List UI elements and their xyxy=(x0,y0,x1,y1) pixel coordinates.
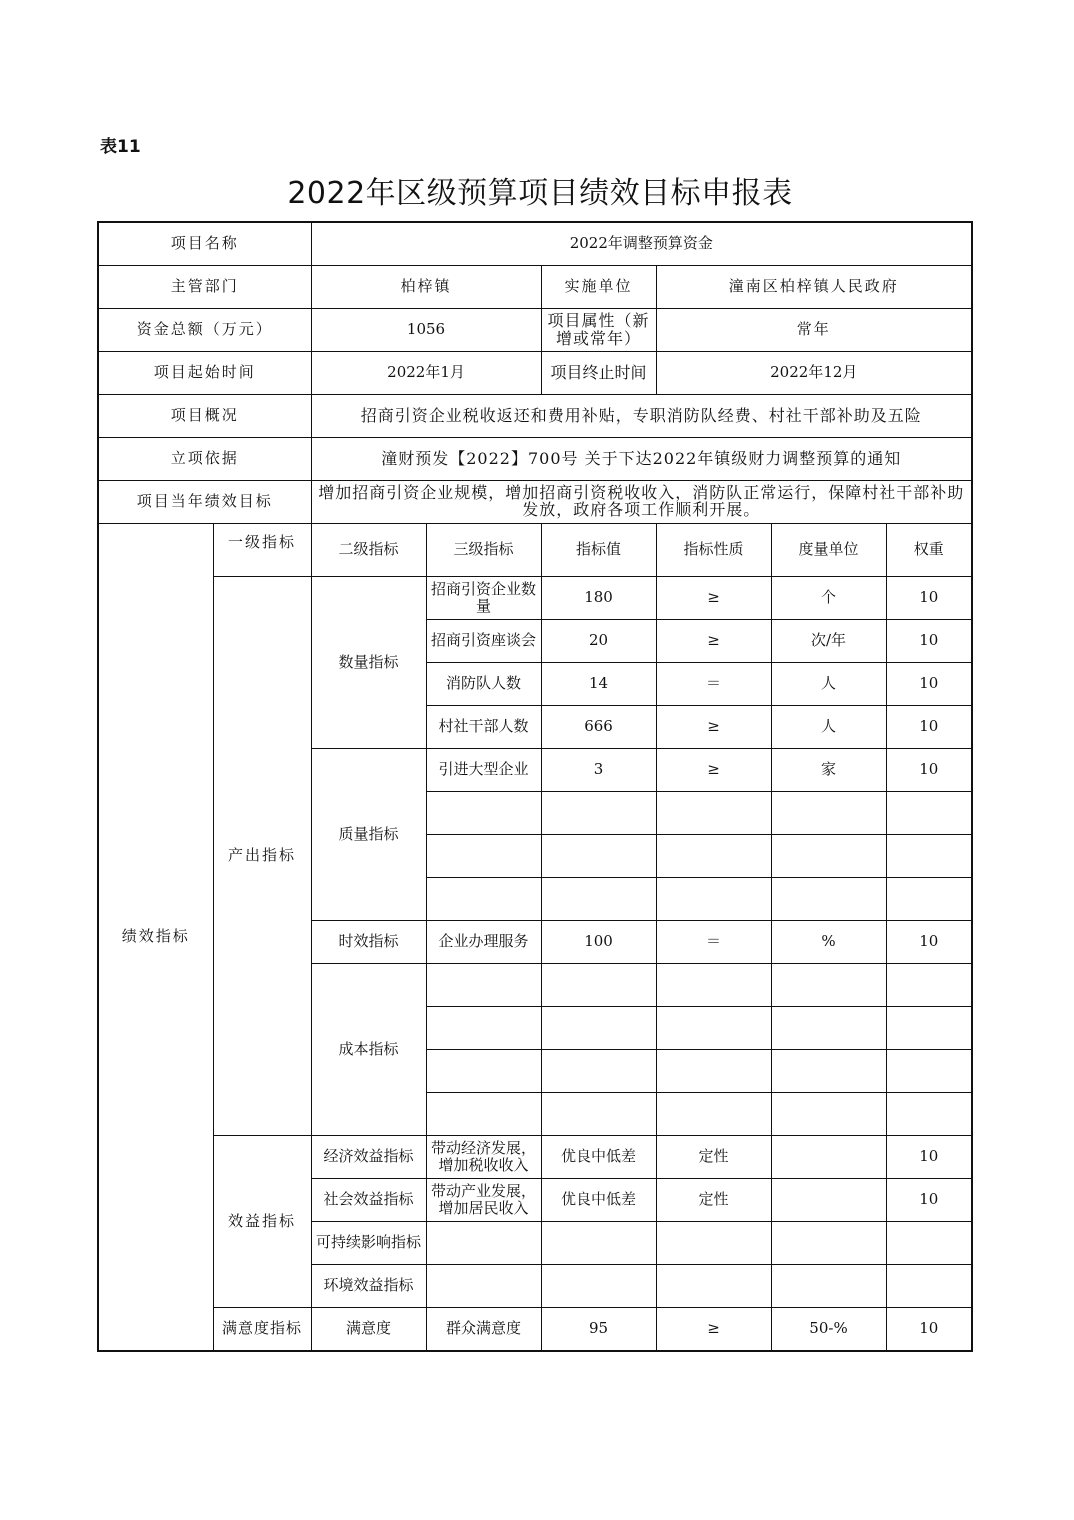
table-row xyxy=(98,577,972,620)
indicator-value: 100 xyxy=(541,921,656,964)
level3-name: 招商引资企业数量 xyxy=(426,577,541,620)
impl-unit-label: 实施单位 xyxy=(541,266,656,309)
start-label: 项目起始时间 xyxy=(98,352,311,395)
level3-name: 招商引资座谈会 xyxy=(426,620,541,663)
indicator-weight: 10 xyxy=(886,749,972,792)
goal-label: 项目当年绩效目标 xyxy=(98,481,311,524)
timeliness-indicator-label: 时效指标 xyxy=(311,921,426,964)
table-row xyxy=(98,1308,972,1352)
indicator-unit: 50-% xyxy=(771,1308,886,1352)
indicator-weight: 10 xyxy=(886,620,972,663)
row-department xyxy=(98,266,972,309)
attr-value: 常年 xyxy=(656,309,972,352)
level3-name: 带动经济发展，增加税收收入 xyxy=(426,1136,541,1179)
indicator-unit: 次/年 xyxy=(771,620,886,663)
table-row xyxy=(98,1136,972,1179)
level3-name: 引进大型企业 xyxy=(426,749,541,792)
goal-value: 增加招商引资企业规模，增加招商引资税收收入，消防队正常运行，保障村社干部补助发放，政府各项工作顺利开展。 xyxy=(311,481,972,524)
row-fund xyxy=(98,309,972,352)
indicator-nature: 定性 xyxy=(656,1179,771,1222)
basis-value: 潼财预发【2022】700号 关于下达2022年镇级财力调整预算的通知 xyxy=(311,438,972,481)
level3-header: 三级指标 xyxy=(426,524,541,577)
project-name-value: 2022年调整预算资金 xyxy=(311,222,972,266)
indicator-value: 95 xyxy=(541,1308,656,1352)
indicator-nature: 定性 xyxy=(656,1136,771,1179)
level3-name: 带动产业发展，增加居民收入 xyxy=(426,1179,541,1222)
project-name-label: 项目名称 xyxy=(98,222,311,266)
level3-name: 企业办理服务 xyxy=(426,921,541,964)
indicator-header-row xyxy=(98,524,972,577)
level3-name: 群众满意度 xyxy=(426,1308,541,1352)
indicator-weight: 10 xyxy=(886,577,972,620)
row-goal xyxy=(98,481,972,524)
indicator-weight: 10 xyxy=(886,1179,972,1222)
sustainable-impact-label: 可持续影响指标 xyxy=(311,1222,426,1265)
impl-unit-value: 潼南区柏梓镇人民政府 xyxy=(656,266,972,309)
end-label: 项目终止时间 xyxy=(541,352,656,395)
satisfaction-level2-label: 满意度 xyxy=(311,1308,426,1352)
overview-label: 项目概况 xyxy=(98,395,311,438)
indicator-weight: 10 xyxy=(886,921,972,964)
indicator-nature: ≥ xyxy=(656,1308,771,1352)
indicator-nature: ≥ xyxy=(656,706,771,749)
level2-header: 二级指标 xyxy=(311,524,426,577)
indicator-weight: 10 xyxy=(886,1136,972,1179)
indicator-value: 180 xyxy=(541,577,656,620)
indicator-unit: 家 xyxy=(771,749,886,792)
start-value: 2022年1月 xyxy=(311,352,541,395)
row-overview xyxy=(98,395,972,438)
dept-value: 柏梓镇 xyxy=(311,266,541,309)
nature-header: 指标性质 xyxy=(656,524,771,577)
indicator-weight: 10 xyxy=(886,1308,972,1352)
fund-total-value: 1056 xyxy=(311,309,541,352)
unit-header: 度量单位 xyxy=(771,524,886,577)
satisfaction-level1-label: 满意度指标 xyxy=(213,1308,311,1352)
indicator-unit xyxy=(771,1136,886,1179)
indicator-value: 666 xyxy=(541,706,656,749)
indicator-unit: % xyxy=(771,921,886,964)
attr-label: 项目属性（新增或常年） xyxy=(541,309,656,352)
basis-label: 立项依据 xyxy=(98,438,311,481)
page-title: 2022年区级预算项目绩效目标申报表 xyxy=(287,176,793,211)
indicator-unit: 个 xyxy=(771,577,886,620)
row-project-name xyxy=(98,222,972,266)
level3-name: 消防队人数 xyxy=(426,663,541,706)
quality-indicator-label: 质量指标 xyxy=(311,749,426,921)
weight-header: 权重 xyxy=(886,524,972,577)
indicator-nature: ＝ xyxy=(656,663,771,706)
performance-indicator-label: 绩效指标 xyxy=(98,524,213,1352)
benefit-indicator-label: 效益指标 xyxy=(213,1136,311,1308)
environmental-benefit-label: 环境效益指标 xyxy=(311,1265,426,1308)
row-basis xyxy=(98,438,972,481)
output-indicator-label: 产出指标 xyxy=(213,577,311,1136)
fund-total-label: 资金总额（万元） xyxy=(98,309,311,352)
table-number: 表11 xyxy=(100,137,141,157)
level1-header: 一级指标 xyxy=(213,524,311,577)
indicator-nature: ≥ xyxy=(656,749,771,792)
overview-value: 招商引资企业税收返还和费用补贴，专职消防队经费、村社干部补助及五险 xyxy=(311,395,972,438)
indicator-value: 20 xyxy=(541,620,656,663)
dept-label: 主管部门 xyxy=(98,266,311,309)
performance-target-table xyxy=(97,221,973,1352)
indicator-weight: 10 xyxy=(886,663,972,706)
social-benefit-label: 社会效益指标 xyxy=(311,1179,426,1222)
indicator-unit: 人 xyxy=(771,706,886,749)
indicator-nature: ≥ xyxy=(656,577,771,620)
quantity-indicator-label: 数量指标 xyxy=(311,577,426,749)
indicator-nature: ＝ xyxy=(656,921,771,964)
indicator-value: 3 xyxy=(541,749,656,792)
economic-benefit-label: 经济效益指标 xyxy=(311,1136,426,1179)
indicator-weight: 10 xyxy=(886,706,972,749)
row-period xyxy=(98,352,972,395)
indicator-nature: ≥ xyxy=(656,620,771,663)
value-header: 指标值 xyxy=(541,524,656,577)
indicator-value: 优良中低差 xyxy=(541,1136,656,1179)
indicator-unit xyxy=(771,1179,886,1222)
cost-indicator-label: 成本指标 xyxy=(311,964,426,1136)
level3-name: 村社干部人数 xyxy=(426,706,541,749)
indicator-value: 14 xyxy=(541,663,656,706)
indicator-unit: 人 xyxy=(771,663,886,706)
end-value: 2022年12月 xyxy=(656,352,972,395)
indicator-value: 优良中低差 xyxy=(541,1179,656,1222)
